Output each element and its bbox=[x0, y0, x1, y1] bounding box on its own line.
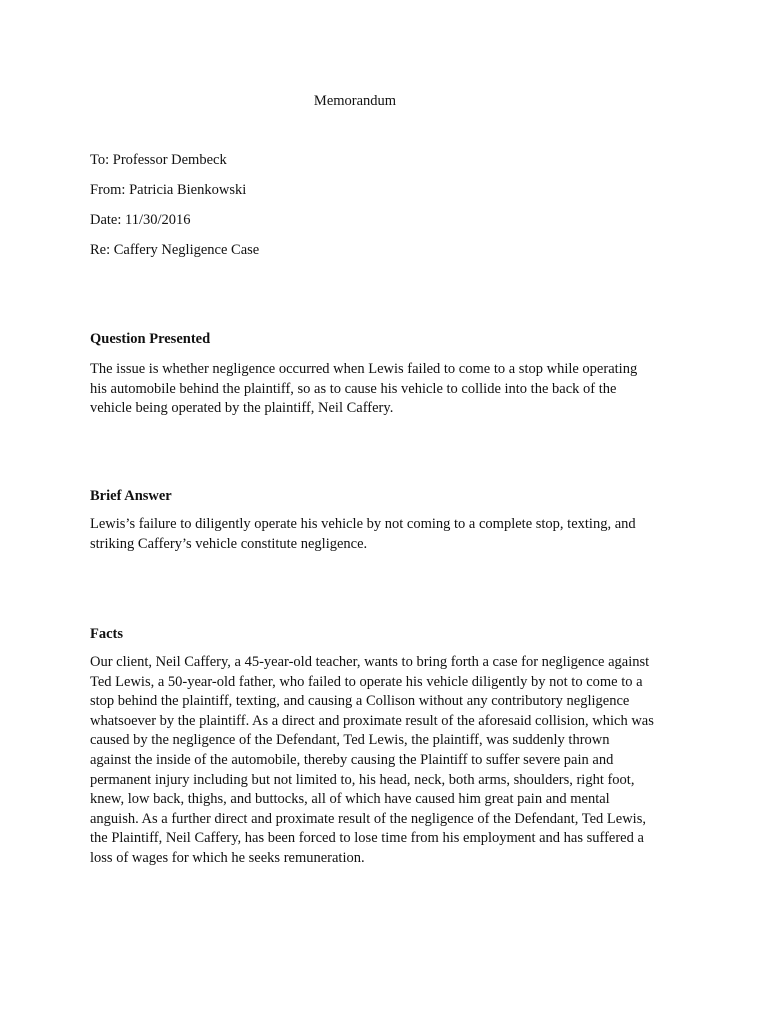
facts-line: Our client, Neil Caffery, a 45-year-old teacher, wants to bring forth a case for negligence against bbox=[90, 654, 650, 670]
question-presented-line: vehicle being operated by the plaintiff, Neil Caffery. bbox=[90, 400, 394, 417]
memo-header bbox=[90, 151, 690, 271]
brief-answer-body bbox=[90, 515, 690, 554]
facts-line: Ted Lewis, a 50-year-old father, who failed to operate his vehicle diligently by not to come to a bbox=[90, 673, 643, 690]
memo-date-line: Date: 11/30/2016 bbox=[90, 212, 191, 228]
memo-from-line: From: Patricia Bienkowski bbox=[90, 182, 247, 198]
facts-line: caused by the negligence of the Defendant, Ted Lewis, the plaintiff, was suddenly thrown bbox=[90, 732, 610, 749]
facts-line: against the inside of the automobile, thereby causing the Plaintiff to suffer severe pain and bbox=[90, 751, 614, 768]
brief-answer-heading: Brief Answer bbox=[90, 488, 172, 504]
facts-line: anguish. As a further direct and proximate result of the negligence of the Defendant, Ted Lewis, bbox=[90, 810, 646, 827]
facts-line: knew, low back, thighs, and buttocks, all of which have caused him great pain and mental bbox=[90, 791, 610, 808]
question-presented-line: his automobile behind the plaintiff, so as to cause his vehicle to collide into the back of the bbox=[90, 380, 617, 397]
memo-title: Memorandum bbox=[313, 93, 397, 109]
facts-line: the Plaintiff, Neil Caffery, has been forced to lose time from his employment and has suffered a bbox=[90, 830, 644, 847]
facts-body bbox=[90, 653, 690, 869]
question-presented-body bbox=[90, 360, 690, 419]
facts-line: stop behind the plaintiff, texting, and causing a Collison without any contributory negligence bbox=[90, 693, 630, 710]
facts-heading: Facts bbox=[90, 626, 124, 642]
brief-answer-line: striking Caffery’s vehicle constitute negligence. bbox=[90, 535, 368, 552]
memo-to-line: To: Professor Dembeck bbox=[90, 152, 227, 168]
memo-re-line: Re: Caffery Negligence Case bbox=[90, 242, 260, 258]
brief-answer-line: Lewis’s failure to diligently operate his vehicle by not coming to a complete stop, texting, and bbox=[90, 516, 636, 532]
facts-line: whatsoever by the plaintiff. As a direct and proximate result of the aforesaid collision, which was bbox=[90, 712, 654, 729]
question-presented-line: The issue is whether negligence occurred when Lewis failed to come to a stop while operating bbox=[90, 361, 638, 377]
question-presented-heading: Question Presented bbox=[90, 331, 211, 347]
facts-line: loss of wages for which he seeks remuneration. bbox=[90, 849, 365, 866]
facts-line: permanent injury including but not limited to, his head, neck, both arms, shoulders, right foot, bbox=[90, 771, 635, 788]
